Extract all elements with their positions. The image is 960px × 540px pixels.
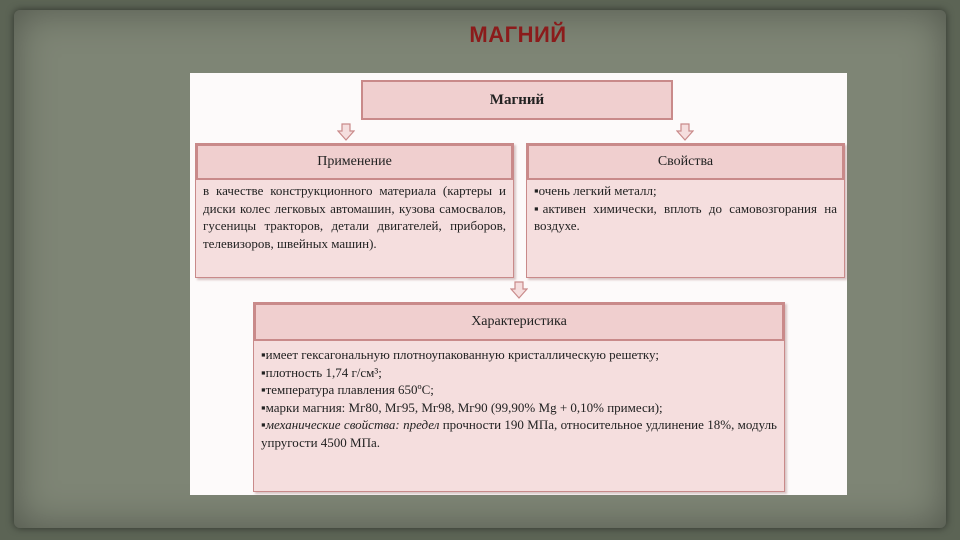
diagram-panel xyxy=(190,73,847,495)
application-box xyxy=(195,143,514,278)
slide-title: МАГНИЙ xyxy=(469,22,567,47)
list-item: ▪очень легкий металл; xyxy=(534,183,657,198)
application-header: Применение xyxy=(196,144,513,180)
arrow-down-icon xyxy=(510,281,528,299)
properties-list xyxy=(534,182,837,235)
list-item: ▪активен химически, вплоть до самовозгорания на воздухе. xyxy=(534,200,837,233)
list-item: ▪температура плавления 650ºС; xyxy=(261,382,434,397)
root-box: Магний xyxy=(361,80,673,120)
arrow-down-icon xyxy=(337,123,355,141)
characteristics-box xyxy=(253,302,785,492)
properties-header: Свойства xyxy=(527,144,844,180)
characteristics-list xyxy=(261,346,777,451)
list-item-italic: ▪механические свойства: предел xyxy=(261,417,440,432)
list-item xyxy=(261,416,777,451)
characteristics-header: Характеристика xyxy=(254,303,784,341)
list-item: ▪плотность 1,74 г/см³; xyxy=(261,364,382,380)
list-item-rest: прочности 190 МПа, относительное удлинение 18%, модуль упругости 4500 МПа. xyxy=(261,417,777,450)
arrow-down-icon xyxy=(676,123,694,141)
properties-box xyxy=(526,143,845,278)
list-item: ▪имеет гексагональную плотноупакованную кристаллическую решетку; xyxy=(261,347,659,362)
list-item: ▪марки магния: Мг80, Мг95, Мг98, Мг90 (99,90% Mg + 0,10% примеси); xyxy=(261,399,663,415)
application-text: в качестве конструкционного материала (картеры и диски колес легковых автомашин, кузова самосвалов, гусеницы тракторов, детали двигателей, приборов, телевизоров, швейных машин). xyxy=(203,183,506,251)
